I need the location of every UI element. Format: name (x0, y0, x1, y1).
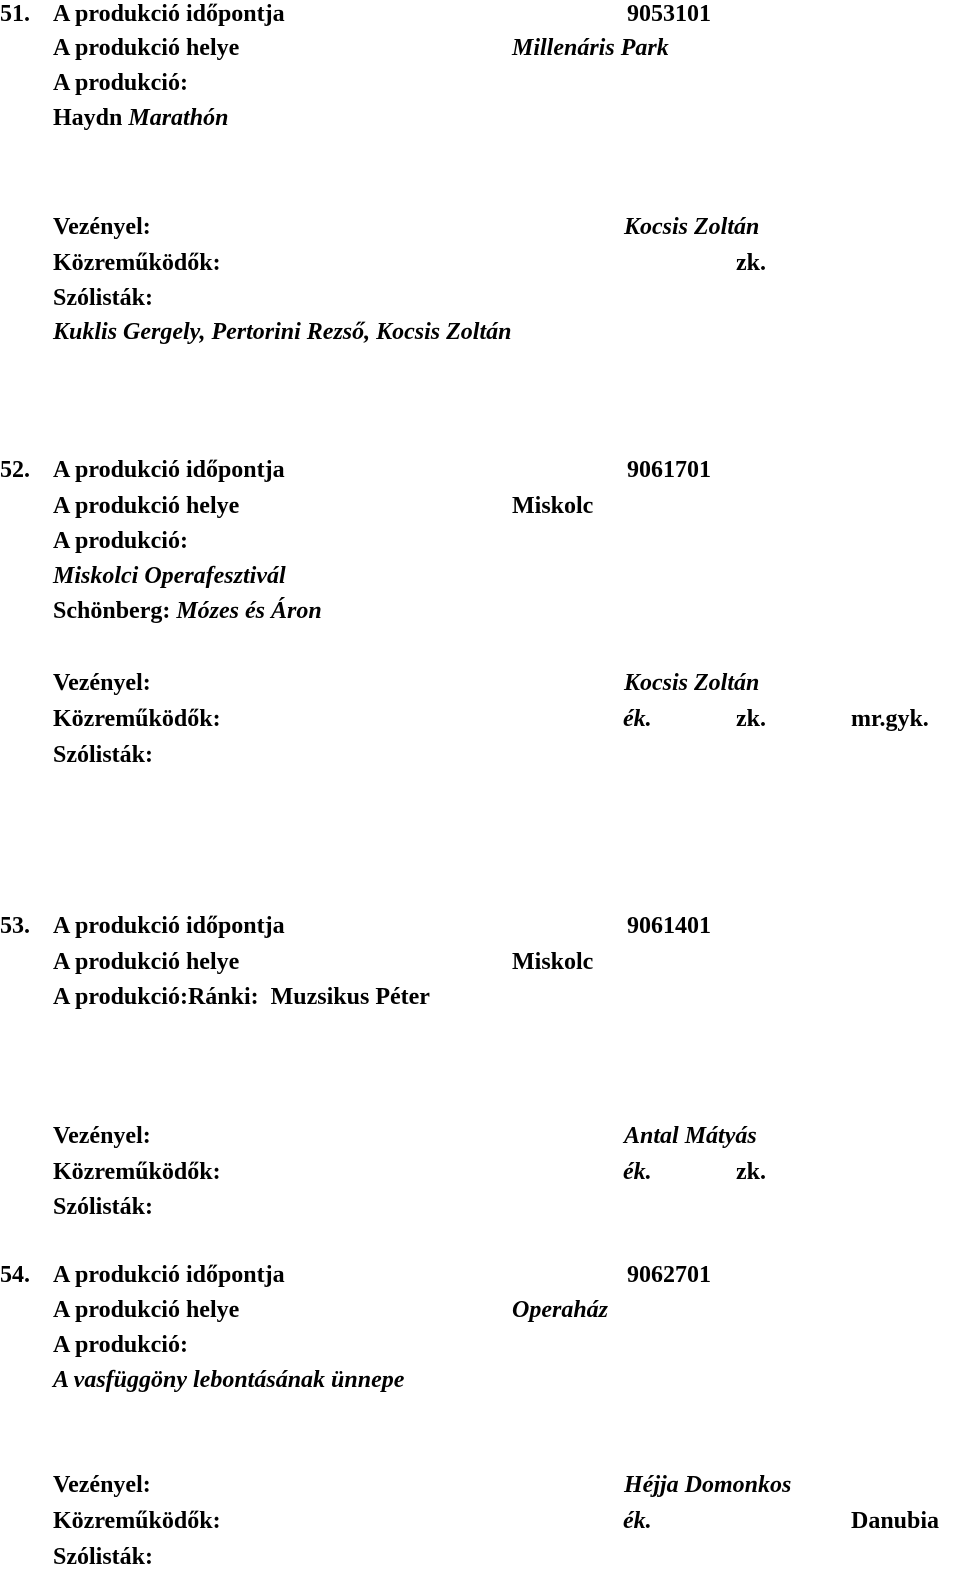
time-value: 9061701 (627, 457, 711, 483)
conductor-label: Vezényel: (53, 670, 151, 696)
contributor-zk: zk. (736, 706, 766, 732)
production-label: A produkció: (53, 528, 188, 554)
soloists-label: Szólisták: (53, 742, 154, 768)
soloists-label: Szólisták: (53, 1194, 154, 1220)
contributor-ek: ék. (623, 1508, 652, 1534)
soloists-value: Kuklis Gergely, Pertorini Rezső, Kocsis Zoltán (53, 319, 512, 345)
time-label: A produkció időpontja (53, 1, 285, 27)
entry-number: 53. (0, 913, 30, 939)
conductor-label: Vezényel: (53, 1123, 151, 1149)
production-label: A produkció: (53, 1332, 188, 1358)
contributor-mrgyk: mr.gyk. (851, 706, 929, 732)
production-work: Schönberg: Mózes és Áron (53, 598, 322, 624)
production-label: A produkció: (53, 70, 188, 96)
contributors-label: Közreműködők: (53, 706, 221, 732)
contributor-danubia: Danubia (851, 1508, 940, 1534)
production-line: A produkció:Ránki: Muzsikus Péter (53, 984, 430, 1010)
contributor-zk: zk. (736, 1159, 766, 1185)
entry-number: 54. (0, 1262, 30, 1288)
time-label: A produkció időpontja (53, 457, 285, 483)
soloists-label: Szólisták: (53, 1544, 154, 1570)
time-value: 9062701 (627, 1262, 711, 1288)
contributor-ek: ék. (623, 1159, 652, 1185)
conductor-value: Kocsis Zoltán (624, 214, 760, 240)
place-value: Miskolc (512, 493, 594, 519)
conductor-label: Vezényel: (53, 214, 151, 240)
place-value: Operaház (512, 1297, 609, 1323)
time-value: 9053101 (627, 1, 711, 27)
contributor-zk: zk. (736, 250, 766, 276)
place-label: A produkció helye (53, 493, 240, 519)
entry-number: 51. (0, 1, 30, 27)
conductor-label: Vezényel: (53, 1472, 151, 1498)
contributors-label: Közreműködők: (53, 250, 221, 276)
place-label: A produkció helye (53, 35, 240, 61)
time-label: A produkció időpontja (53, 1262, 285, 1288)
contributors-label: Közreműködők: (53, 1159, 221, 1185)
conductor-value: Antal Mátyás (624, 1123, 757, 1149)
place-label: A produkció helye (53, 949, 240, 975)
time-label: A produkció időpontja (53, 913, 285, 939)
place-value: Miskolc (512, 949, 594, 975)
conductor-value: Héjja Domonkos (624, 1472, 792, 1498)
production-festival: Miskolci Operafesztivál (53, 563, 286, 589)
contributors-label: Közreműködők: (53, 1508, 221, 1534)
place-value: Millenáris Park (512, 35, 669, 61)
production-title: A vasfüggöny lebontásának ünnepe (53, 1367, 405, 1393)
conductor-value: Kocsis Zoltán (624, 670, 760, 696)
time-value: 9061401 (627, 913, 711, 939)
place-label: A produkció helye (53, 1297, 240, 1323)
entry-number: 52. (0, 457, 30, 483)
production-title: Haydn Marathón (53, 105, 229, 131)
soloists-label: Szólisták: (53, 285, 154, 311)
contributor-ek: ék. (623, 706, 652, 732)
